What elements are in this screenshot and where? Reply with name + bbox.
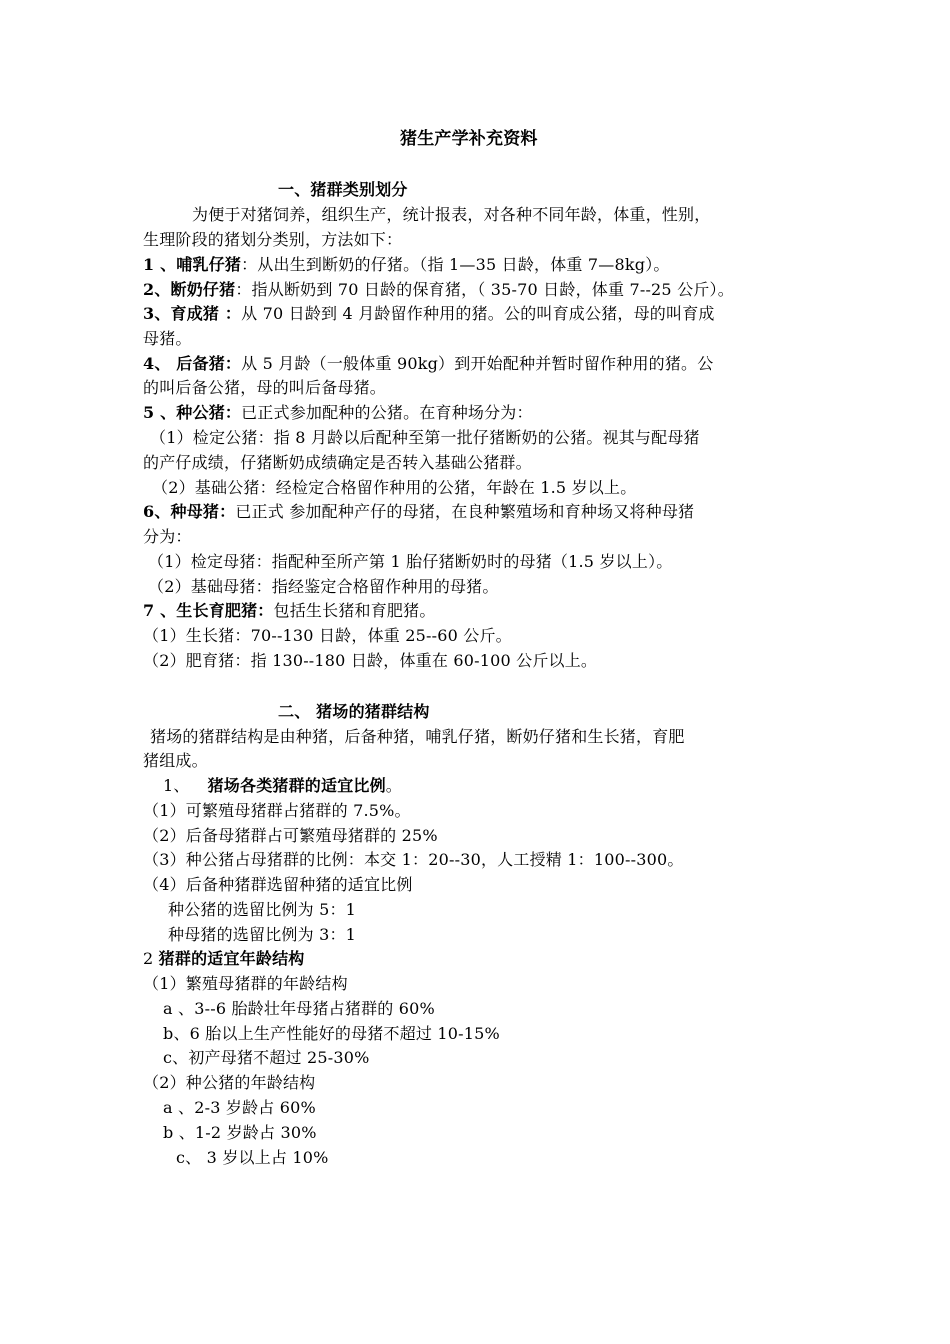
item-5-label: 5 、种公猪：: [143, 403, 242, 422]
item-3-label: 3、育成猪 ：: [143, 304, 242, 323]
ratio-item-3: （3）种公猪占母猪群的比例：本交 1：20--30，人工授精 1：100--300。: [143, 850, 684, 869]
item-2-text: ：指从断奶到 70 日龄的保育猪，（ 35-70 日龄，体重 7--25 公斤）。: [235, 280, 734, 299]
item-6-continuation: 分为：: [143, 527, 192, 546]
age-boars-b: b 、1-2 岁龄占 30%: [163, 1123, 317, 1142]
age-sows-b: b、6 胎以上生产性能好的母猪不超过 10-15%: [163, 1024, 500, 1043]
item-6-sub-2: （2）基础母猪：指经鉴定合格留作种用的母猪。: [148, 577, 499, 596]
item-1-text: ：从出生到断奶的仔猪。（指 1—35 日龄，体重 7—8kg）。: [241, 255, 670, 274]
ratio-item-1: （1）可繁殖母猪群占猪群的 7.5%。: [143, 801, 411, 820]
subsection-1-title: 猪场各类猪群的适宜比例: [207, 776, 386, 795]
item-6-sub-1: （1）检定母猪：指配种至所产第 1 胎仔猪断奶时的母猪（1.5 岁以上）。: [148, 552, 673, 571]
age-boars-a: a 、2-3 岁龄占 60%: [163, 1098, 316, 1117]
subsection-2-heading: [143, 947, 304, 971]
item-7-sub-2: （2）肥育猪：指 130--180 日龄，体重在 60-100 公斤以上。: [143, 651, 598, 670]
item-7-label: 7 、生长育肥猪：: [143, 601, 274, 620]
ratio-item-4b: 种母猪的选留比例为 3：1: [168, 925, 357, 944]
age-boars-c: c、 3 岁以上占 10%: [176, 1148, 329, 1167]
item-4-text: 从 5 月龄（一般体重 90kg）到开始配种并暂时留作种用的猪。公: [241, 354, 714, 373]
subsection-1-number: 1、: [163, 776, 190, 795]
item-6-label: 6、种母猪：: [143, 502, 236, 521]
age-sows-c: c、初产母猪不超过 25-30%: [163, 1048, 370, 1067]
item-5-text: 已正式参加配种的公猪。在育种场分为：: [241, 403, 533, 422]
item-5: [143, 401, 533, 425]
ratio-item-4a: 种公猪的选留比例为 5：1: [168, 900, 357, 919]
section-2-heading: 二、 猪场的猪群结构: [278, 702, 430, 721]
item-6: [143, 500, 694, 524]
section-1-intro-line-2: 生理阶段的猪划分类别，方法如下：: [143, 230, 403, 249]
subsection-1-tail: 。: [385, 776, 402, 795]
section-2-intro-line-2: 猪组成。: [143, 751, 208, 770]
item-1: [143, 253, 670, 277]
item-5-sub-1: （1）检定公猪：指 8 月龄以后配种至第一批仔猪断奶的公猪。视其与配母猪: [150, 428, 700, 447]
item-3-text: 从 70 日龄到 4 月龄留作种用的猪。公的叫育成公猪，母的叫育成: [241, 304, 715, 323]
ratio-item-2: （2）后备母猪群占可繁殖母猪群的 25%: [143, 826, 438, 845]
item-1-label: 1 、哺乳仔猪: [143, 255, 242, 274]
item-4-label: 4、 后备猪：: [143, 354, 242, 373]
item-4: [143, 352, 713, 376]
item-3-continuation: 母猪。: [143, 329, 192, 348]
subsection-2-title: 猪群的适宜年龄结构: [158, 949, 305, 968]
item-7-sub-1: （1）生长猪：70--130 日龄，体重 25--60 公斤。: [143, 626, 512, 645]
item-2-label: 2、断奶仔猪: [143, 280, 236, 299]
item-3: [143, 302, 715, 326]
age-sows-a: a 、3--6 胎龄壮年母猪占猪群的 60%: [163, 999, 435, 1018]
subsection-1-heading: [163, 774, 402, 798]
item-7-text: 包括生长猪和育肥猪。: [273, 601, 436, 620]
document-title: 猪生产学补充资料: [400, 129, 538, 149]
section-2-intro-line-1: 猪场的猪群结构是由种猪，后备种猪，哺乳仔猪，断奶仔猪和生长猪，育肥: [150, 727, 685, 746]
age-structure-boars: （2）种公猪的年龄结构: [143, 1073, 316, 1092]
item-6-text: 已正式 参加配种产仔的母猪，在良种繁殖场和育种场又将种母猪: [235, 502, 695, 521]
item-4-continuation: 的叫后备公猪，母的叫后备母猪。: [143, 378, 387, 397]
section-1-heading: 一、猪群类别划分: [278, 180, 408, 199]
item-2: [143, 278, 734, 302]
section-1-intro-line-1: 为便于对猪饲养，组织生产，统计报表，对各种不同年龄，体重，性别，: [192, 205, 711, 224]
ratio-item-4: （4）后备种猪群选留种猪的适宜比例: [143, 875, 413, 894]
subsection-2-number: 2: [143, 949, 159, 968]
item-5-sub-2: （2）基础公猪：经检定合格留作种用的公猪，年龄在 1.5 岁以上。: [152, 478, 637, 497]
age-structure-sows: （1）繁殖母猪群的年龄结构: [143, 974, 348, 993]
item-7: [143, 599, 436, 623]
item-5-sub-1-continuation: 的产仔成绩，仔猪断奶成绩确定是否转入基础公猪群。: [143, 453, 532, 472]
